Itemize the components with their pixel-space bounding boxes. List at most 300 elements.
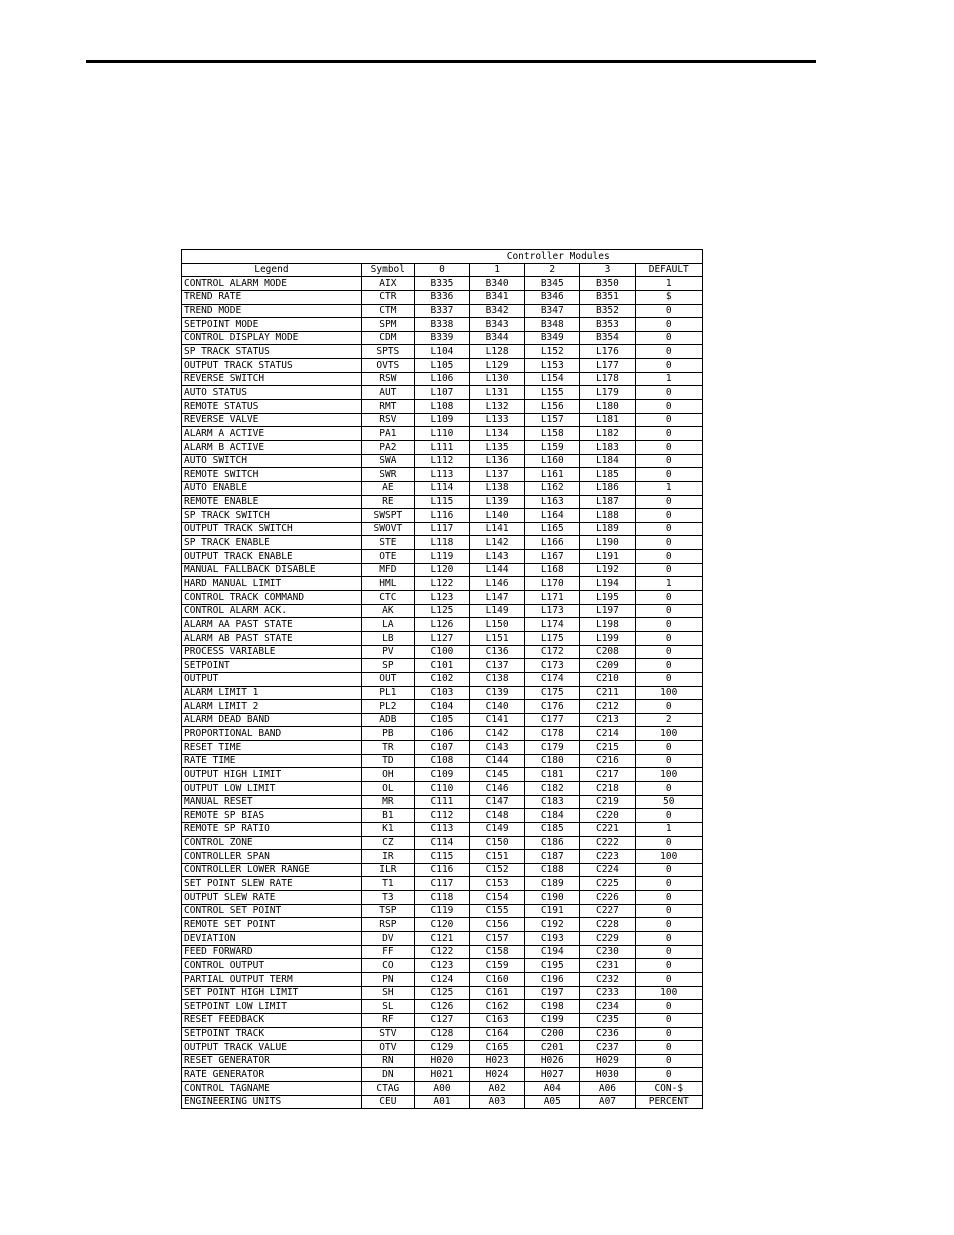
module-3-cell: C229 — [580, 932, 635, 946]
table-row — [182, 727, 703, 741]
table-row — [182, 986, 703, 1000]
symbol-cell: PV — [361, 645, 414, 659]
module-0-cell: L126 — [414, 618, 469, 632]
module-3-cell: C208 — [580, 645, 635, 659]
module-2-cell: C176 — [525, 700, 580, 714]
legend-cell: CONTROL DISPLAY MODE — [182, 331, 362, 345]
module-2-cell: B349 — [525, 331, 580, 345]
default-cell: 1 — [635, 481, 702, 495]
table-row — [182, 631, 703, 645]
module-0-cell: L125 — [414, 604, 469, 618]
default-cell: 0 — [635, 386, 702, 400]
symbol-cell: RF — [361, 1013, 414, 1027]
module-2-cell: L167 — [525, 550, 580, 564]
table-row — [182, 1095, 703, 1109]
module-3-cell: C212 — [580, 700, 635, 714]
default-cell: $ — [635, 290, 702, 304]
module-3-cell: L187 — [580, 495, 635, 509]
legend-cell: MANUAL RESET — [182, 795, 362, 809]
module-3-cell: L177 — [580, 359, 635, 373]
table-row — [182, 372, 703, 386]
module-1-cell: L151 — [470, 631, 525, 645]
module-0-cell: C126 — [414, 1000, 469, 1014]
module-2-cell: C179 — [525, 741, 580, 755]
symbol-cell: CZ — [361, 836, 414, 850]
legend-cell: FEED FORWARD — [182, 945, 362, 959]
module-3-cell: C214 — [580, 727, 635, 741]
module-2-cell: C197 — [525, 986, 580, 1000]
default-cell: 0 — [635, 591, 702, 605]
symbol-cell: STV — [361, 1027, 414, 1041]
symbol-cell: TD — [361, 754, 414, 768]
module-0-cell: C112 — [414, 809, 469, 823]
module-0-cell: C100 — [414, 645, 469, 659]
module-0-cell: C101 — [414, 659, 469, 673]
module-0-cell: C104 — [414, 700, 469, 714]
module-0-cell: L108 — [414, 400, 469, 414]
legend-cell: DEVIATION — [182, 932, 362, 946]
module-1-cell: C154 — [470, 891, 525, 905]
module-1-cell: L138 — [470, 481, 525, 495]
module-0-cell: C106 — [414, 727, 469, 741]
module-2-cell: C192 — [525, 918, 580, 932]
default-cell: 100 — [635, 850, 702, 864]
legend-cell: OUTPUT TRACK VALUE — [182, 1041, 362, 1055]
symbol-cell: ADB — [361, 713, 414, 727]
module-2-cell: C180 — [525, 754, 580, 768]
module-1-cell: H023 — [470, 1054, 525, 1068]
controller-modules-table — [181, 249, 703, 1109]
module-0-cell: C117 — [414, 877, 469, 891]
module-0-cell: L116 — [414, 509, 469, 523]
default-cell: 0 — [635, 918, 702, 932]
table-row — [182, 550, 703, 564]
module-2-cell: C186 — [525, 836, 580, 850]
table-row — [182, 686, 703, 700]
module-3-cell: L176 — [580, 345, 635, 359]
table-row — [182, 1054, 703, 1068]
legend-cell: SETPOINT TRACK — [182, 1027, 362, 1041]
default-cell: 0 — [635, 700, 702, 714]
symbol-cell: HML — [361, 577, 414, 591]
legend-cell: OUTPUT SLEW RATE — [182, 891, 362, 905]
legend-cell: SP TRACK ENABLE — [182, 536, 362, 550]
symbol-cell: SWSPT — [361, 509, 414, 523]
default-cell: 0 — [635, 440, 702, 454]
legend-cell: REVERSE VALVE — [182, 413, 362, 427]
table-row — [182, 318, 703, 332]
default-cell: 0 — [635, 413, 702, 427]
module-0-cell: C107 — [414, 741, 469, 755]
legend-cell: CONTROL SET POINT — [182, 904, 362, 918]
default-cell: CON-$ — [635, 1082, 702, 1096]
module-1-cell: C138 — [470, 672, 525, 686]
module-0-cell: L115 — [414, 495, 469, 509]
legend-cell: CONTROL TRACK COMMAND — [182, 591, 362, 605]
table-row — [182, 822, 703, 836]
table-row — [182, 468, 703, 482]
module-0-cell: C108 — [414, 754, 469, 768]
module-2-cell: C174 — [525, 672, 580, 686]
module-3-cell: L178 — [580, 372, 635, 386]
module-2-cell: L175 — [525, 631, 580, 645]
module-2-cell: L153 — [525, 359, 580, 373]
module-1-cell: C165 — [470, 1041, 525, 1055]
module-0-cell: L104 — [414, 345, 469, 359]
module-2-cell: C200 — [525, 1027, 580, 1041]
module-1-cell: C144 — [470, 754, 525, 768]
module-3-cell: C221 — [580, 822, 635, 836]
symbol-cell: TSP — [361, 904, 414, 918]
legend-cell: SET POINT HIGH LIMIT — [182, 986, 362, 1000]
module-0-cell: C102 — [414, 672, 469, 686]
module-3-cell: L180 — [580, 400, 635, 414]
symbol-cell: AIX — [361, 277, 414, 291]
module-3-cell: L191 — [580, 550, 635, 564]
legend-cell: REMOTE SWITCH — [182, 468, 362, 482]
default-cell: 1 — [635, 822, 702, 836]
symbol-cell: SPM — [361, 318, 414, 332]
module-2-cell: C175 — [525, 686, 580, 700]
module-3-cell: C209 — [580, 659, 635, 673]
module-3-cell: A06 — [580, 1082, 635, 1096]
header-default: DEFAULT — [635, 263, 702, 277]
legend-cell: RATE TIME — [182, 754, 362, 768]
module-3-cell: C211 — [580, 686, 635, 700]
default-cell: 0 — [635, 604, 702, 618]
module-0-cell: L112 — [414, 454, 469, 468]
module-0-cell: C105 — [414, 713, 469, 727]
table-row — [182, 659, 703, 673]
legend-cell: SP TRACK SWITCH — [182, 509, 362, 523]
module-0-cell: C118 — [414, 891, 469, 905]
module-1-cell: C162 — [470, 1000, 525, 1014]
default-cell: PERCENT — [635, 1095, 702, 1109]
module-1-cell: L134 — [470, 427, 525, 441]
module-2-cell: L171 — [525, 591, 580, 605]
legend-cell: HARD MANUAL LIMIT — [182, 577, 362, 591]
symbol-cell: DN — [361, 1068, 414, 1082]
module-3-cell: L185 — [580, 468, 635, 482]
header-module-3: 3 — [580, 263, 635, 277]
module-1-cell: C148 — [470, 809, 525, 823]
module-2-cell: C196 — [525, 972, 580, 986]
module-3-cell: L198 — [580, 618, 635, 632]
table-body — [182, 277, 703, 1109]
table-row — [182, 713, 703, 727]
module-3-cell: H029 — [580, 1054, 635, 1068]
module-1-cell: B344 — [470, 331, 525, 345]
module-1-cell: H024 — [470, 1068, 525, 1082]
module-2-cell: C199 — [525, 1013, 580, 1027]
module-3-cell: L188 — [580, 509, 635, 523]
table-row — [182, 904, 703, 918]
module-2-cell: C172 — [525, 645, 580, 659]
default-cell: 0 — [635, 781, 702, 795]
module-0-cell: L127 — [414, 631, 469, 645]
legend-cell: OUTPUT LOW LIMIT — [182, 781, 362, 795]
table-header-row — [182, 263, 703, 277]
header-module-2: 2 — [525, 263, 580, 277]
legend-cell: CONTROL ALARM ACK. — [182, 604, 362, 618]
module-1-cell: L143 — [470, 550, 525, 564]
header-module-0: 0 — [414, 263, 469, 277]
module-3-cell: L199 — [580, 631, 635, 645]
module-1-cell: C163 — [470, 1013, 525, 1027]
module-2-cell: L168 — [525, 563, 580, 577]
header-legend: Legend — [182, 263, 362, 277]
module-1-cell: L142 — [470, 536, 525, 550]
module-3-cell: C224 — [580, 863, 635, 877]
module-3-cell: L182 — [580, 427, 635, 441]
module-1-cell: C137 — [470, 659, 525, 673]
module-1-cell: C141 — [470, 713, 525, 727]
symbol-cell: PA1 — [361, 427, 414, 441]
module-0-cell: L118 — [414, 536, 469, 550]
table-row — [182, 386, 703, 400]
legend-cell: MANUAL FALLBACK DISABLE — [182, 563, 362, 577]
table-row — [182, 440, 703, 454]
symbol-cell: T1 — [361, 877, 414, 891]
symbol-cell: CTAG — [361, 1082, 414, 1096]
module-3-cell: L192 — [580, 563, 635, 577]
module-2-cell: C177 — [525, 713, 580, 727]
module-3-cell: C228 — [580, 918, 635, 932]
table-caption: Controller Modules — [414, 250, 702, 264]
legend-cell: REMOTE STATUS — [182, 400, 362, 414]
module-1-cell: C140 — [470, 700, 525, 714]
symbol-cell: CEU — [361, 1095, 414, 1109]
module-3-cell: C231 — [580, 959, 635, 973]
module-3-cell: C223 — [580, 850, 635, 864]
module-3-cell: C234 — [580, 1000, 635, 1014]
symbol-cell: RSW — [361, 372, 414, 386]
default-cell: 100 — [635, 727, 702, 741]
legend-cell: AUTO STATUS — [182, 386, 362, 400]
module-2-cell: B346 — [525, 290, 580, 304]
legend-cell: OUTPUT HIGH LIMIT — [182, 768, 362, 782]
module-3-cell: L190 — [580, 536, 635, 550]
module-3-cell: L179 — [580, 386, 635, 400]
table-row — [182, 1068, 703, 1082]
table-row — [182, 781, 703, 795]
module-2-cell: L154 — [525, 372, 580, 386]
table-row — [182, 563, 703, 577]
symbol-cell: MR — [361, 795, 414, 809]
symbol-cell: SPTS — [361, 345, 414, 359]
module-3-cell: C227 — [580, 904, 635, 918]
module-1-cell: B342 — [470, 304, 525, 318]
module-2-cell: L163 — [525, 495, 580, 509]
default-cell: 0 — [635, 932, 702, 946]
legend-cell: CONTROL ZONE — [182, 836, 362, 850]
module-0-cell: H020 — [414, 1054, 469, 1068]
symbol-cell: AE — [361, 481, 414, 495]
module-1-cell: B343 — [470, 318, 525, 332]
table-row — [182, 304, 703, 318]
module-0-cell: L123 — [414, 591, 469, 605]
table-row — [182, 1082, 703, 1096]
default-cell: 0 — [635, 645, 702, 659]
legend-cell: REMOTE SP BIAS — [182, 809, 362, 823]
legend-cell: SET POINT SLEW RATE — [182, 877, 362, 891]
legend-cell: REMOTE SP RATIO — [182, 822, 362, 836]
symbol-cell: PN — [361, 972, 414, 986]
module-2-cell: L152 — [525, 345, 580, 359]
default-cell: 0 — [635, 468, 702, 482]
default-cell: 0 — [635, 454, 702, 468]
module-1-cell: C143 — [470, 741, 525, 755]
module-3-cell: C232 — [580, 972, 635, 986]
table-row — [182, 427, 703, 441]
module-2-cell: C191 — [525, 904, 580, 918]
symbol-cell: T3 — [361, 891, 414, 905]
table-row — [182, 863, 703, 877]
symbol-cell: B1 — [361, 809, 414, 823]
symbol-cell: OTE — [361, 550, 414, 564]
table-row — [182, 795, 703, 809]
header-symbol: Symbol — [361, 263, 414, 277]
module-1-cell: C157 — [470, 932, 525, 946]
table-caption-row — [182, 250, 703, 264]
module-1-cell: C161 — [470, 986, 525, 1000]
module-3-cell: C218 — [580, 781, 635, 795]
module-1-cell: L129 — [470, 359, 525, 373]
table-row — [182, 577, 703, 591]
module-0-cell: L106 — [414, 372, 469, 386]
module-3-cell: C215 — [580, 741, 635, 755]
module-2-cell: L158 — [525, 427, 580, 441]
default-cell: 0 — [635, 400, 702, 414]
legend-cell: AUTO ENABLE — [182, 481, 362, 495]
symbol-cell: OH — [361, 768, 414, 782]
symbol-cell: LB — [361, 631, 414, 645]
legend-cell: ALARM A ACTIVE — [182, 427, 362, 441]
module-2-cell: A05 — [525, 1095, 580, 1109]
legend-cell: RESET TIME — [182, 741, 362, 755]
module-0-cell: L111 — [414, 440, 469, 454]
module-2-cell: H026 — [525, 1054, 580, 1068]
default-cell: 0 — [635, 754, 702, 768]
legend-cell: REVERSE SWITCH — [182, 372, 362, 386]
table-row — [182, 536, 703, 550]
table-row — [182, 591, 703, 605]
symbol-cell: CO — [361, 959, 414, 973]
symbol-cell: TR — [361, 741, 414, 755]
default-cell: 100 — [635, 686, 702, 700]
table-row — [182, 877, 703, 891]
table-row — [182, 891, 703, 905]
module-1-cell: L135 — [470, 440, 525, 454]
default-cell: 0 — [635, 522, 702, 536]
module-2-cell: C182 — [525, 781, 580, 795]
module-2-cell: L159 — [525, 440, 580, 454]
module-3-cell: C222 — [580, 836, 635, 850]
module-0-cell: B335 — [414, 277, 469, 291]
module-1-cell: L147 — [470, 591, 525, 605]
module-1-cell: C142 — [470, 727, 525, 741]
symbol-cell: SWA — [361, 454, 414, 468]
symbol-cell: CDM — [361, 331, 414, 345]
legend-cell: OUTPUT TRACK STATUS — [182, 359, 362, 373]
module-2-cell: C189 — [525, 877, 580, 891]
module-0-cell: L122 — [414, 577, 469, 591]
module-0-cell: C124 — [414, 972, 469, 986]
default-cell: 0 — [635, 1000, 702, 1014]
module-0-cell: L117 — [414, 522, 469, 536]
legend-cell: OUTPUT TRACK ENABLE — [182, 550, 362, 564]
table-row — [182, 481, 703, 495]
module-0-cell: C116 — [414, 863, 469, 877]
header-module-1: 1 — [470, 263, 525, 277]
default-cell: 0 — [635, 836, 702, 850]
legend-cell: ENGINEERING UNITS — [182, 1095, 362, 1109]
module-3-cell: C213 — [580, 713, 635, 727]
module-1-cell: B341 — [470, 290, 525, 304]
module-0-cell: L109 — [414, 413, 469, 427]
module-1-cell: L140 — [470, 509, 525, 523]
legend-cell: TREND MODE — [182, 304, 362, 318]
default-cell: 0 — [635, 972, 702, 986]
module-3-cell: C219 — [580, 795, 635, 809]
default-cell: 0 — [635, 1054, 702, 1068]
module-2-cell: C193 — [525, 932, 580, 946]
module-1-cell: L133 — [470, 413, 525, 427]
symbol-cell: RSP — [361, 918, 414, 932]
symbol-cell: OL — [361, 781, 414, 795]
symbol-cell: AK — [361, 604, 414, 618]
table-row — [182, 495, 703, 509]
module-0-cell: C125 — [414, 986, 469, 1000]
symbol-cell: PB — [361, 727, 414, 741]
module-1-cell: C146 — [470, 781, 525, 795]
module-1-cell: C158 — [470, 945, 525, 959]
module-0-cell: L119 — [414, 550, 469, 564]
module-3-cell: B351 — [580, 290, 635, 304]
default-cell: 100 — [635, 768, 702, 782]
legend-cell: SETPOINT — [182, 659, 362, 673]
module-2-cell: L155 — [525, 386, 580, 400]
module-0-cell: C129 — [414, 1041, 469, 1055]
module-0-cell: L113 — [414, 468, 469, 482]
default-cell: 0 — [635, 427, 702, 441]
legend-cell: SETPOINT LOW LIMIT — [182, 1000, 362, 1014]
module-2-cell: L162 — [525, 481, 580, 495]
module-0-cell: C121 — [414, 932, 469, 946]
module-2-cell: L164 — [525, 509, 580, 523]
table-row — [182, 290, 703, 304]
module-0-cell: B339 — [414, 331, 469, 345]
symbol-cell: MFD — [361, 563, 414, 577]
module-1-cell: A02 — [470, 1082, 525, 1096]
default-cell: 0 — [635, 331, 702, 345]
module-0-cell: A01 — [414, 1095, 469, 1109]
module-3-cell: A07 — [580, 1095, 635, 1109]
module-3-cell: L194 — [580, 577, 635, 591]
table-row — [182, 945, 703, 959]
symbol-cell: PL2 — [361, 700, 414, 714]
table-row — [182, 359, 703, 373]
module-3-cell: C233 — [580, 986, 635, 1000]
module-0-cell: A00 — [414, 1082, 469, 1096]
default-cell: 0 — [635, 1041, 702, 1055]
default-cell: 0 — [635, 318, 702, 332]
module-3-cell: B350 — [580, 277, 635, 291]
table-row — [182, 918, 703, 932]
module-0-cell: H021 — [414, 1068, 469, 1082]
module-2-cell: B348 — [525, 318, 580, 332]
module-3-cell: B354 — [580, 331, 635, 345]
